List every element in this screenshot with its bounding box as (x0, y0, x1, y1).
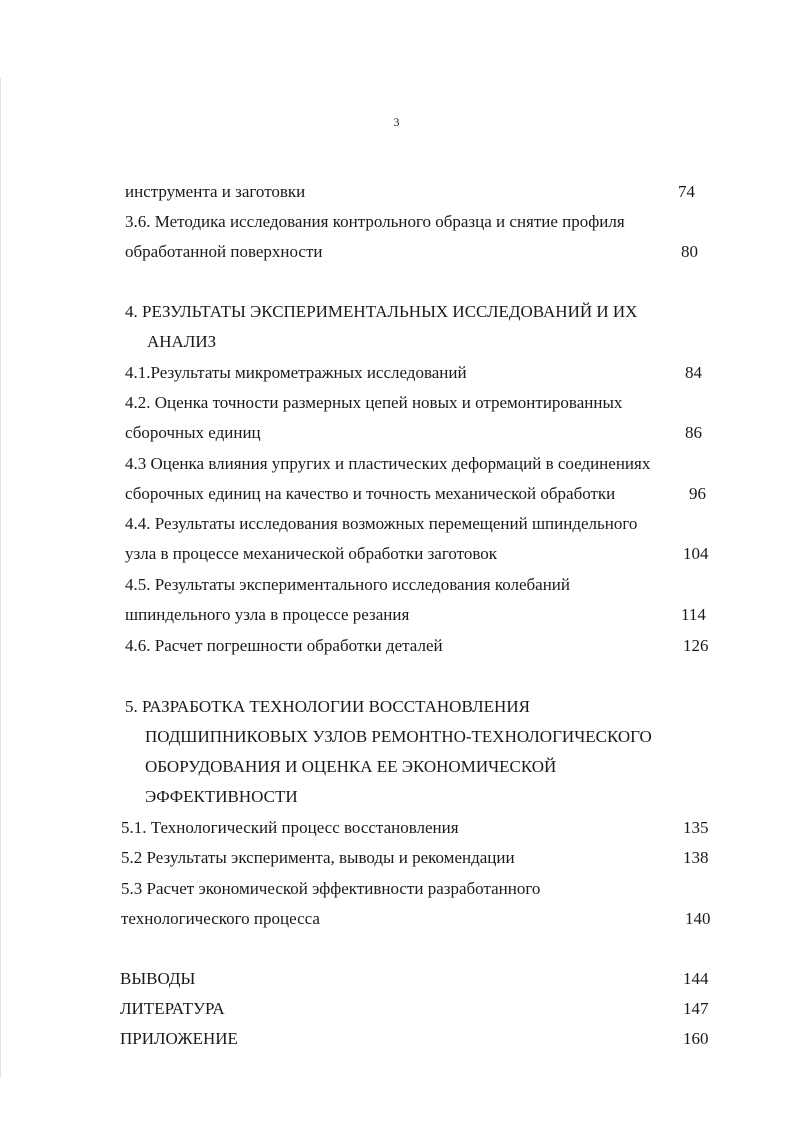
toc-line: ЛИТЕРАТУРА (120, 999, 225, 1018)
section-heading: ОБОРУДОВАНИЯ И ОЦЕНКА ЕЕ ЭКОНОМИЧЕСКОЙ (145, 757, 557, 776)
toc-page-number: 135 (683, 818, 709, 837)
toc-page-number: 147 (683, 999, 709, 1018)
toc-line: обработанной поверхности (125, 242, 323, 261)
toc-line: узла в процессе механической обработки заготовок (125, 544, 498, 563)
section-heading: ЭФФЕКТИВНОСТИ (145, 787, 298, 806)
toc-line: 5.1. Технологический процесс восстановления (121, 818, 459, 837)
toc-line: 5.3 Расчет экономической эффективности разработанного (121, 879, 541, 898)
toc-page-number: 74 (678, 182, 695, 201)
toc-line: 4.1.Результаты микрометражных исследований (125, 363, 467, 382)
toc-line: сборочных единиц на качество и точность механической обработки (125, 484, 616, 503)
section-heading: АНАЛИЗ (147, 332, 217, 351)
toc-line: 3.6. Методика исследования контрольного образца и снятие профиля (125, 212, 625, 231)
section-heading: 4. РЕЗУЛЬТАТЫ ЭКСПЕРИМЕНТАЛЬНЫХ ИССЛЕДОВАНИЙ И ИХ (125, 302, 638, 321)
toc-line: 4.6. Расчет погрешности обработки деталей (125, 636, 443, 655)
toc-line: 5.2 Результаты эксперимента, выводы и рекомендации (121, 848, 515, 867)
toc-page-number: 138 (683, 848, 709, 867)
toc-page-number: 140 (685, 909, 711, 928)
toc-line: 4.3 Оценка влияния упругих и пластических деформаций в соединениях (125, 454, 651, 473)
toc-page-number: 104 (683, 544, 709, 563)
toc-line: инструмента и заготовки (125, 182, 306, 201)
scan-border (0, 78, 1, 1078)
toc-line: ВЫВОДЫ (120, 969, 196, 988)
toc-line: 4.5. Результаты экспериментального исследования колебаний (125, 575, 571, 594)
section-heading: 5. РАЗРАБОТКА ТЕХНОЛОГИИ ВОССТАНОВЛЕНИЯ (125, 697, 530, 716)
toc-page-number: 80 (681, 242, 698, 261)
toc-page-number: 84 (685, 363, 702, 382)
toc-line: 4.2. Оценка точности размерных цепей новых и отремонтированных (125, 393, 623, 412)
toc-line: 4.4. Результаты исследования возможных перемещений шпиндельного (125, 514, 638, 533)
toc-page-number: 160 (683, 1029, 709, 1048)
toc-page-number: 96 (689, 484, 706, 503)
toc-line: шпиндельного узла в процессе резания (125, 605, 410, 624)
toc-page-number: 126 (683, 636, 709, 655)
section-heading: ПОДШИПНИКОВЫХ УЗЛОВ РЕМОНТНО-ТЕХНОЛОГИЧЕСКОГО (145, 727, 652, 746)
toc-page-number: 114 (681, 605, 706, 624)
toc-page-number: 144 (683, 969, 709, 988)
toc-page-number: 86 (685, 423, 702, 442)
page-number: 3 (393, 115, 400, 129)
toc-line: сборочных единиц (125, 423, 261, 442)
toc-line: ПРИЛОЖЕНИЕ (120, 1029, 238, 1048)
toc-line: технологического процесса (121, 909, 320, 928)
